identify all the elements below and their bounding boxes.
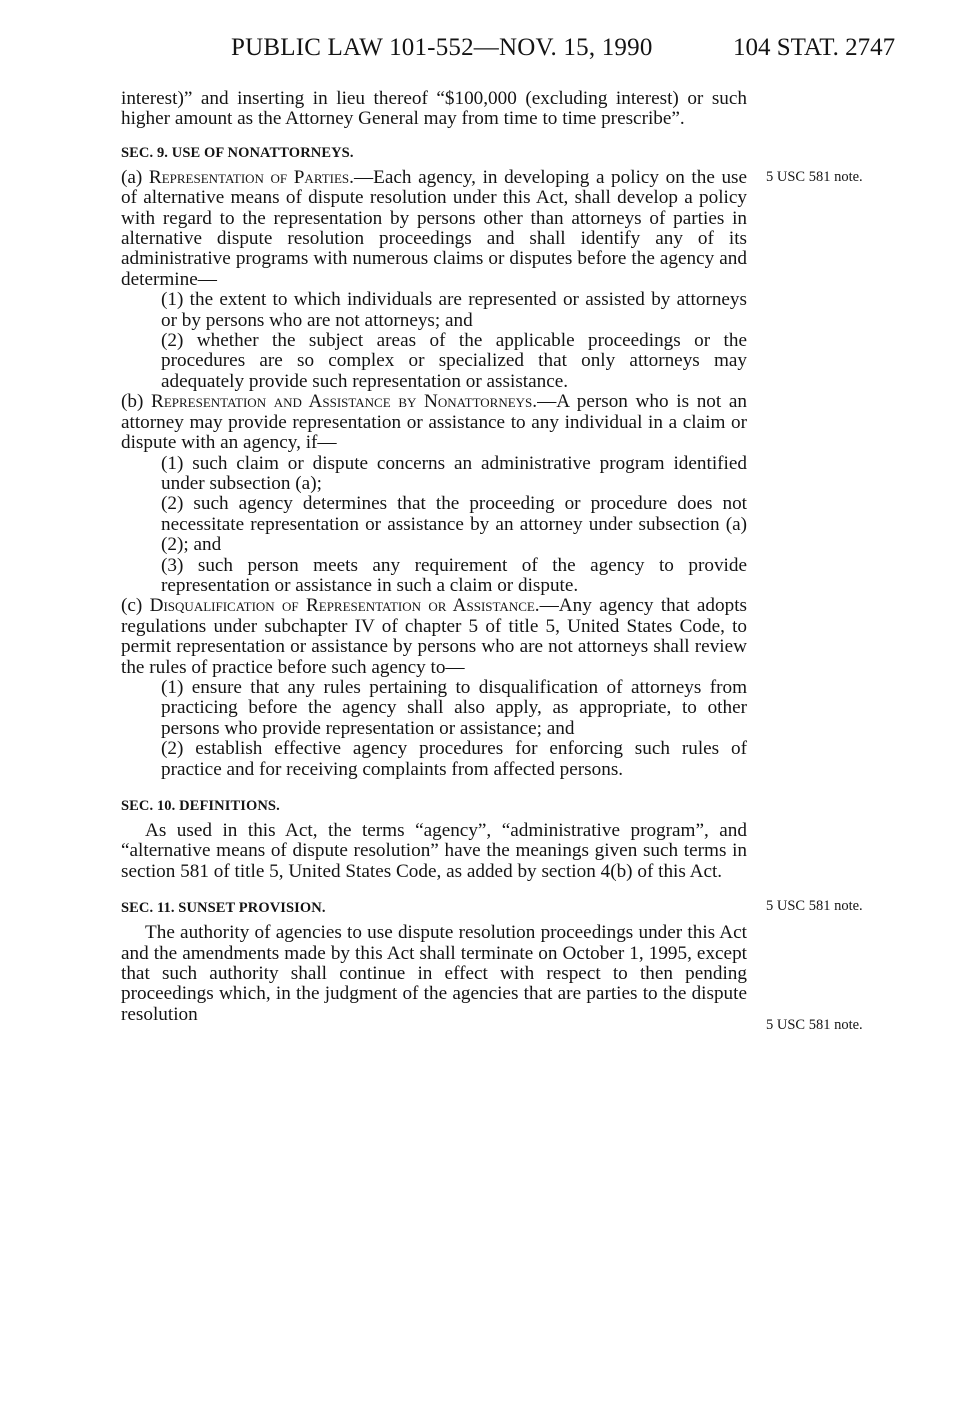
- document-body: [121, 89, 747, 1025]
- margin-note-sec11: 5 USC 581 note.: [766, 1017, 863, 1033]
- subsection-b-label: (b): [121, 391, 152, 413]
- section-11-heading: SEC. 11. SUNSET PROVISION.: [121, 900, 326, 917]
- subsection-c-label: (c): [121, 595, 150, 617]
- header-title: PUBLIC LAW 101-552—NOV. 15, 1990: [231, 34, 653, 61]
- subsection-b: [121, 392, 747, 453]
- paragraph-a1: (1) the extent to which individuals are represented or assisted by attorneys or by persons who are not attorneys; and: [161, 289, 747, 331]
- subsection-a: [121, 168, 747, 290]
- paragraph-b3: (3) such person meets any requirement of the agency to provide representation or assistance in such a claim or dispute.: [161, 554, 747, 596]
- margin-note-sec10: 5 USC 581 note.: [766, 898, 863, 914]
- subsection-a-text: —Each agency, in developing a policy on the use of alternative means of dispute resolution under this Act, shall develop a policy with regard to the representation by persons other than attorneys of parties in alternative dispute resolution proceedings and shall identify any of its administrative programs with numerous claims or disputes before the agency and determine—: [121, 166, 748, 290]
- paragraph-b1: (1) such claim or dispute concerns an administrative program identified under subsection (a);: [161, 452, 747, 494]
- subsection-c-text: —Any agency that adopts regulations under subchapter IV of chapter 5 of title 5, United States Code, to permit representation or assistance by persons who are not attorneys shall review the rules of practice before such agency to—: [121, 595, 748, 678]
- section-10-text: As used in this Act, the terms “agency”, “administrative program”, and “alternative means of dispute resolution” have the meanings given such terms in section 581 of title 5, United States Code, as added by section 4(b) of this Act.: [121, 820, 747, 882]
- paragraph-b2: (2) such agency determines that the proceeding or procedure does not necessitate representation or assistance by an attorney under subsection (a)(2); and: [161, 493, 747, 556]
- page-header: [0, 34, 958, 74]
- section-11-text: The authority of agencies to use dispute resolution proceedings under this Act and the amendments made by this Act shall terminate on October 1, 1995, except that such authority shall continue in effect with respect to then pending proceedings which, in the judgment of the agencies that are parties to the dispute resolution: [121, 922, 747, 1025]
- paragraph-c1: (1) ensure that any rules pertaining to disqualification of attorneys from practicing before the agency shall also apply, as appropriate, to other persons who provide representation or assistance; and: [161, 676, 747, 739]
- paragraph-a2: (2) whether the subject areas of the applicable proceedings or the procedures are so complex or specialized that only attorneys may adequately provide such representation or assistance.: [161, 330, 747, 392]
- subsection-a-heading: Representation of Parties.: [148, 166, 354, 188]
- section-10-heading: SEC. 10. DEFINITIONS.: [121, 798, 280, 814]
- header-stat-citation: 104 STAT. 2747: [733, 34, 896, 61]
- subsection-c: [121, 596, 747, 678]
- subsection-b-text: —A person who is not an attorney may provide representation or assistance to any individual in a claim or dispute with an agency, if—: [121, 391, 747, 454]
- section-9-heading: SEC. 9. USE OF NONATTORNEYS.: [121, 144, 354, 161]
- margin-note-sec9: 5 USC 581 note.: [766, 169, 863, 185]
- paragraph-c2: (2) establish effective agency procedures for enforcing such rules of practice and for receiving complaints from affected persons.: [161, 738, 747, 780]
- subsection-c-heading: Disqualification of Representation or Assistance.: [149, 595, 540, 617]
- subsection-b-heading: Representation and Assistance by Nonattorneys.: [151, 391, 538, 413]
- continued-paragraph: interest)” and inserting in lieu thereof “$100,000 (excluding interest) or such higher amount as the Attorney General may from time to time prescribe”.: [121, 88, 747, 130]
- subsection-a-label: (a): [121, 166, 149, 188]
